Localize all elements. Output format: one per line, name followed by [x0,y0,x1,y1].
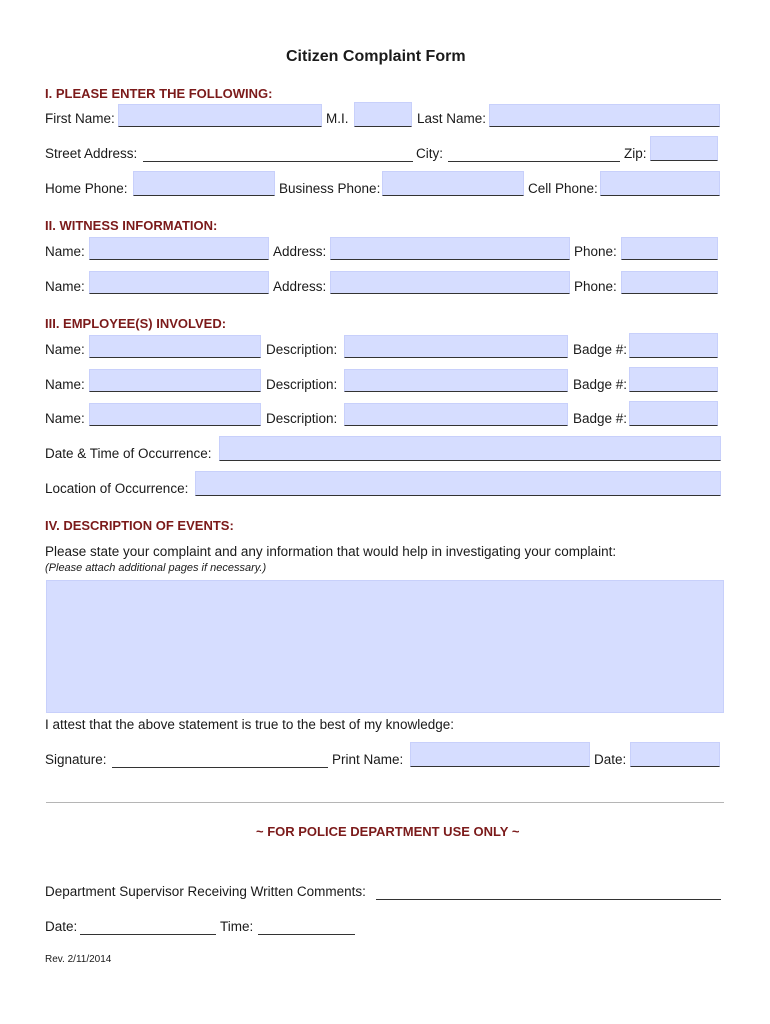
business-phone-label: Business Phone: [279,181,381,196]
cell-phone-field[interactable] [600,171,720,196]
police-date-field[interactable] [80,934,216,935]
attach-note: (Please attach additional pages if necessary.) [45,562,267,574]
home-phone-field[interactable] [133,171,275,196]
employee-2-description-field[interactable] [344,369,568,392]
employee-1-name-label: Name: [45,342,85,357]
section-3-heading: III. EMPLOYEE(S) INVOLVED: [45,316,227,331]
date-time-field[interactable] [219,436,721,461]
employee-3-name-label: Name: [45,411,85,426]
last-name-label: Last Name: [417,111,487,126]
last-name-field[interactable] [489,104,720,127]
employee-1-description-label: Description: [266,342,338,357]
zip-label: Zip: [624,146,647,161]
location-label: Location of Occurrence: [45,481,189,496]
attest-statement: I attest that the above statement is true to the best of my knowledge: [45,717,454,732]
employee-1-badge-label: Badge #: [573,342,628,357]
witness-2-phone-label: Phone: [574,279,617,294]
print-name-field[interactable] [410,742,590,767]
signature-date-label: Date: [594,752,627,767]
employee-1-description-field[interactable] [344,335,568,358]
employee-3-description-label: Description: [266,411,338,426]
employee-3-badge-label: Badge #: [573,411,628,426]
section-divider [46,802,724,803]
home-phone-label: Home Phone: [45,181,128,196]
employee-1-badge-field[interactable] [629,333,718,358]
supervisor-label: Department Supervisor Receiving Written Comments: [45,884,366,899]
employee-3-badge-field[interactable] [629,401,718,426]
location-field[interactable] [195,471,721,496]
employee-3-description-field[interactable] [344,403,568,426]
section-2-heading: II. WITNESS INFORMATION: [45,218,218,233]
witness-2-name-field[interactable] [89,271,269,294]
witness-1-name-label: Name: [45,244,85,259]
zip-field[interactable] [650,136,718,161]
section-4-heading: IV. DESCRIPTION OF EVENTS: [45,518,234,533]
witness-2-name-label: Name: [45,279,85,294]
revision-date: Rev. 2/11/2014 [45,954,112,965]
signature-date-field[interactable] [630,742,720,767]
first-name-field[interactable] [118,104,322,127]
witness-2-phone-field[interactable] [621,271,718,294]
complaint-description-field[interactable] [46,580,724,713]
cell-phone-label: Cell Phone: [528,181,598,196]
signature-field[interactable] [112,767,328,768]
first-name-label: First Name: [45,111,115,126]
witness-1-phone-label: Phone: [574,244,617,259]
witness-1-address-field[interactable] [330,237,570,260]
police-time-label: Time: [220,919,254,934]
street-address-label: Street Address: [45,146,138,161]
witness-2-address-field[interactable] [330,271,570,294]
street-address-field[interactable] [143,161,413,162]
form-title: Citizen Complaint Form [286,48,466,65]
signature-label: Signature: [45,752,107,767]
section-1-heading: I. PLEASE ENTER THE FOLLOWING: [45,86,273,101]
police-time-field[interactable] [258,934,355,935]
city-field[interactable] [448,161,620,162]
city-label: City: [416,146,443,161]
employee-2-badge-label: Badge #: [573,377,628,392]
police-use-heading: ~ FOR POLICE DEPARTMENT USE ONLY ~ [256,824,520,839]
date-time-label: Date & Time of Occurrence: [45,446,212,461]
business-phone-field[interactable] [382,171,524,196]
witness-1-address-label: Address: [273,244,327,259]
employee-2-badge-field[interactable] [629,367,718,392]
supervisor-field[interactable] [376,899,721,900]
employee-3-name-field[interactable] [89,403,261,426]
print-name-label: Print Name: [332,752,404,767]
witness-2-address-label: Address: [273,279,327,294]
witness-1-phone-field[interactable] [621,237,718,260]
complaint-prompt: Please state your complaint and any information that would help in investigating your complaint: [45,544,617,559]
police-date-label: Date: [45,919,78,934]
employee-1-name-field[interactable] [89,335,261,358]
employee-2-name-label: Name: [45,377,85,392]
employee-2-name-field[interactable] [89,369,261,392]
employee-2-description-label: Description: [266,377,338,392]
mi-field[interactable] [354,102,412,127]
witness-1-name-field[interactable] [89,237,269,260]
mi-label: M.I. [326,111,349,126]
